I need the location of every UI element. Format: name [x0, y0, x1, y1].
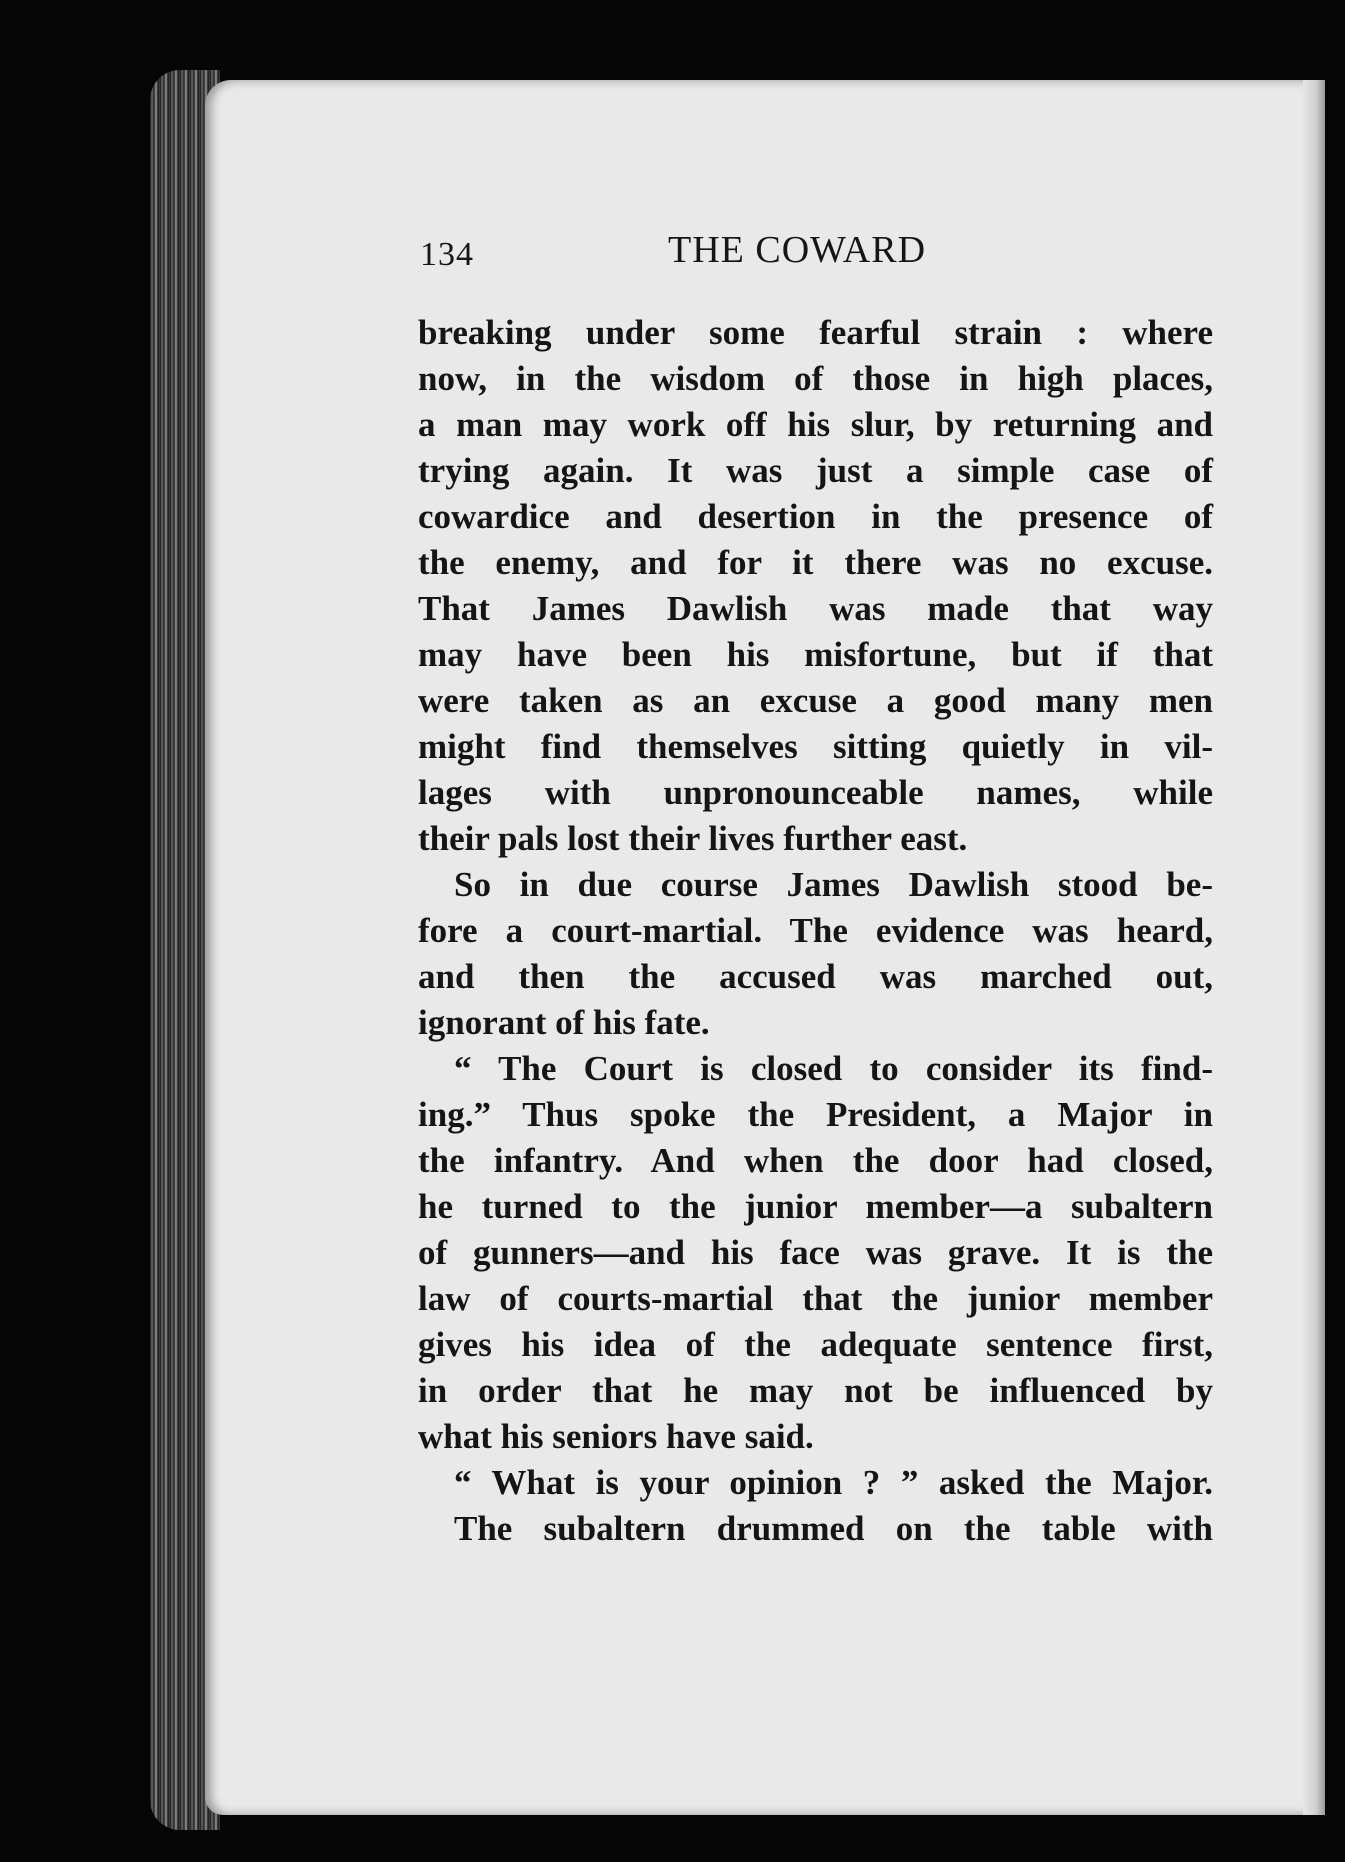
- text-line: cowardice and desertion in the presence of: [418, 497, 1213, 536]
- text-line: a man may work off his slur, by returning and: [418, 405, 1213, 444]
- running-title: THE COWARD: [668, 229, 927, 271]
- text-line: he turned to the junior member—a subaltern: [418, 1187, 1213, 1226]
- text-line: the enemy, and for it there was no excuse.: [418, 543, 1213, 582]
- body-text: [418, 310, 1213, 1552]
- text-line: The subaltern drummed on the table with: [454, 1509, 1213, 1548]
- page-gutter-shadow: [1303, 80, 1325, 1815]
- text-line: ing.” Thus spoke the President, a Major in: [418, 1095, 1213, 1134]
- text-line: gives his idea of the adequate sentence first,: [418, 1325, 1213, 1364]
- text-line: in order that he may not be influenced by: [418, 1371, 1213, 1410]
- text-line: what his seniors have said.: [418, 1417, 814, 1456]
- text-line: lages with unpronounceable names, while: [418, 773, 1213, 812]
- text-line: breaking under some fearful strain : where: [418, 313, 1213, 352]
- text-line: fore a court-martial. The evidence was heard,: [418, 911, 1213, 950]
- text-line: “ The Court is closed to consider its find-: [454, 1049, 1213, 1088]
- text-line: might find themselves sitting quietly in vil-: [418, 727, 1213, 766]
- text-line: the infantry. And when the door had closed,: [418, 1141, 1213, 1180]
- text-line: of gunners—and his face was grave. It is the: [418, 1233, 1213, 1272]
- text-line: trying again. It was just a simple case of: [418, 451, 1213, 490]
- text-line: and then the accused was marched out,: [418, 957, 1213, 996]
- text-line: That James Dawlish was made that way: [418, 589, 1213, 628]
- page-number: 134: [420, 236, 474, 273]
- text-line: ignorant of his fate.: [418, 1003, 710, 1042]
- text-line: “ What is your opinion ? ” asked the Major.: [454, 1463, 1213, 1502]
- text-line: their pals lost their lives further east.: [418, 819, 968, 858]
- text-line: So in due course James Dawlish stood be-: [454, 865, 1213, 904]
- text-line: law of courts-martial that the junior member: [418, 1279, 1213, 1318]
- text-line: now, in the wisdom of those in high places,: [418, 359, 1213, 398]
- text-line: were taken as an excuse a good many men: [418, 681, 1213, 720]
- running-head: [420, 228, 1240, 278]
- text-line: may have been his misfortune, but if that: [418, 635, 1213, 674]
